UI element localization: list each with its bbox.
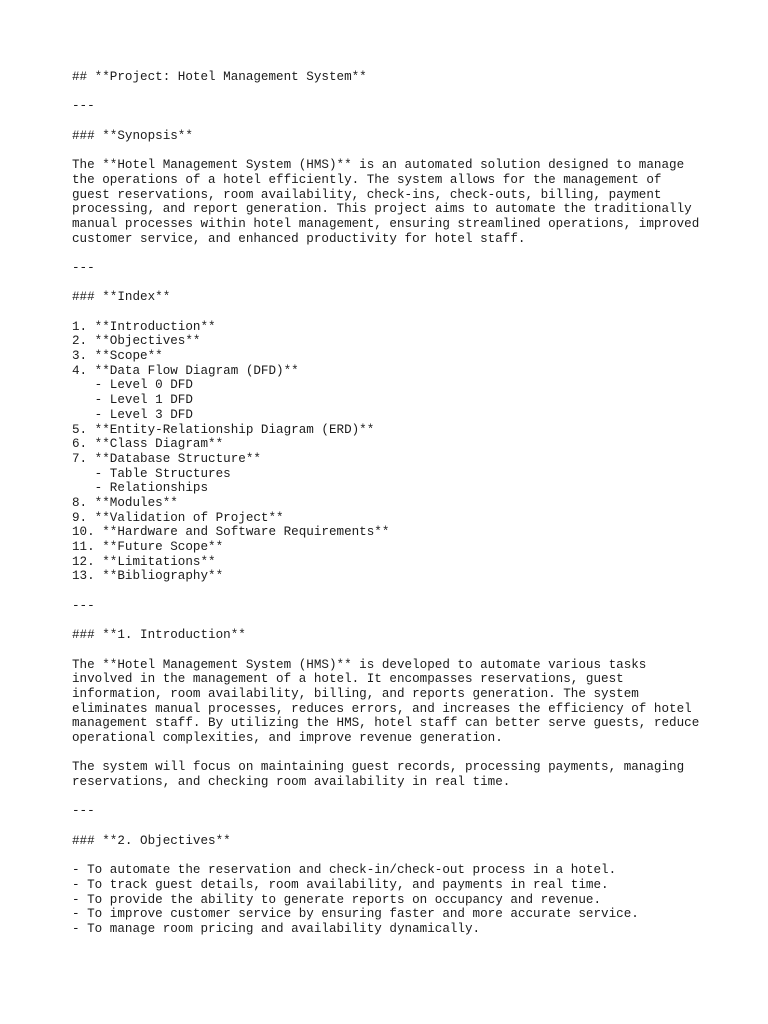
objectives-heading: ### **2. Objectives** [72, 833, 231, 848]
text-line: The **Hotel Management System (HMS)** is developed to automate various tasks [72, 657, 647, 672]
objectives-list [72, 863, 712, 936]
index-item: 4. **Data Flow Diagram (DFD)** [72, 363, 299, 378]
index-item: 13. **Bibliography** [72, 569, 224, 584]
horizontal-rule: --- [72, 598, 95, 613]
text-line: involved in the management of a hotel. It encompasses reservations, guest [72, 672, 624, 687]
objective-item: - To provide the ability to generate reports on occupancy and revenue. [72, 892, 602, 907]
index-list [72, 320, 712, 584]
index-item: 3. **Scope** [72, 349, 163, 364]
introduction-paragraph-2 [72, 760, 712, 789]
spacer [72, 790, 712, 805]
index-subitem: - Table Structures [72, 466, 231, 481]
horizontal-rule: --- [72, 804, 95, 819]
synopsis-paragraph [72, 158, 712, 246]
index-item: 7. **Database Structure** [72, 451, 261, 466]
spacer [72, 848, 712, 863]
text-line: customer service, and enhanced productivity for hotel staff. [72, 231, 526, 246]
spacer [72, 643, 712, 658]
index-item: 5. **Entity-Relationship Diagram (ERD)** [72, 422, 375, 437]
index-item: 11. **Future Scope** [72, 540, 224, 554]
introduction-heading: ### **1. Introduction** [72, 628, 246, 643]
index-item: 9. **Validation of Project** [72, 510, 284, 525]
text-line: guest reservations, room availability, check-ins, check-outs, billing, payment [72, 187, 662, 202]
spacer [72, 819, 712, 834]
objective-item: - To track guest details, room availability, and payments in real time. [72, 877, 609, 892]
horizontal-rule: --- [72, 99, 95, 114]
spacer [72, 276, 712, 291]
spacer [72, 143, 712, 158]
text-line: The **Hotel Management System (HMS)** is an automated solution designed to manage [72, 158, 685, 173]
synopsis-heading: ### **Synopsis** [72, 128, 193, 143]
index-item: 12. **Limitations** [72, 554, 216, 569]
objective-item: - To manage room pricing and availability dynamically. [72, 921, 481, 936]
index-item: 1. **Introduction** [72, 319, 216, 334]
spacer [72, 746, 712, 761]
index-subitem: - Level 3 DFD [72, 407, 193, 422]
index-item: 8. **Modules** [72, 495, 178, 510]
spacer [72, 613, 712, 628]
document-body [72, 70, 712, 937]
spacer [72, 246, 712, 261]
index-item: 6. **Class Diagram** [72, 437, 224, 452]
index-subitem: - Level 1 DFD [72, 393, 193, 408]
index-item: 2. **Objectives** [72, 334, 201, 349]
index-item: 10. **Hardware and Software Requirements** [72, 525, 390, 540]
index-heading: ### **Index** [72, 290, 171, 305]
text-line: information, room availability, billing, and reports generation. The system [72, 686, 639, 701]
text-line: reservations, and checking room availability in real time. [72, 775, 511, 789]
spacer [72, 584, 712, 599]
text-line: the operations of a hotel efficiently. The system allows for the management of [72, 172, 662, 187]
spacer [72, 85, 712, 100]
text-line: processing, and report generation. This project aims to automate the traditionally [72, 202, 692, 217]
objective-item: - To improve customer service by ensuring faster and more accurate service. [72, 907, 639, 922]
text-line: manual processes within hotel management, ensuring streamlined operations, improved [72, 216, 700, 231]
project-title: ## **Project: Hotel Management System** [72, 70, 367, 84]
spacer [72, 114, 712, 129]
text-line: operational complexities, and improve revenue generation. [72, 730, 503, 745]
objective-item: - To automate the reservation and check-in/check-out process in a hotel. [72, 863, 617, 878]
text-line: eliminates manual processes, reduces errors, and increases the efficiency of hotel [72, 701, 692, 716]
spacer [72, 305, 712, 320]
index-subitem: - Level 0 DFD [72, 378, 193, 393]
horizontal-rule: --- [72, 260, 95, 275]
introduction-paragraph-1 [72, 658, 712, 746]
text-line: management staff. By utilizing the HMS, hotel staff can better serve guests, reduce [72, 716, 700, 731]
index-subitem: - Relationships [72, 481, 209, 496]
text-line: The system will focus on maintaining guest records, processing payments, managing [72, 760, 685, 775]
